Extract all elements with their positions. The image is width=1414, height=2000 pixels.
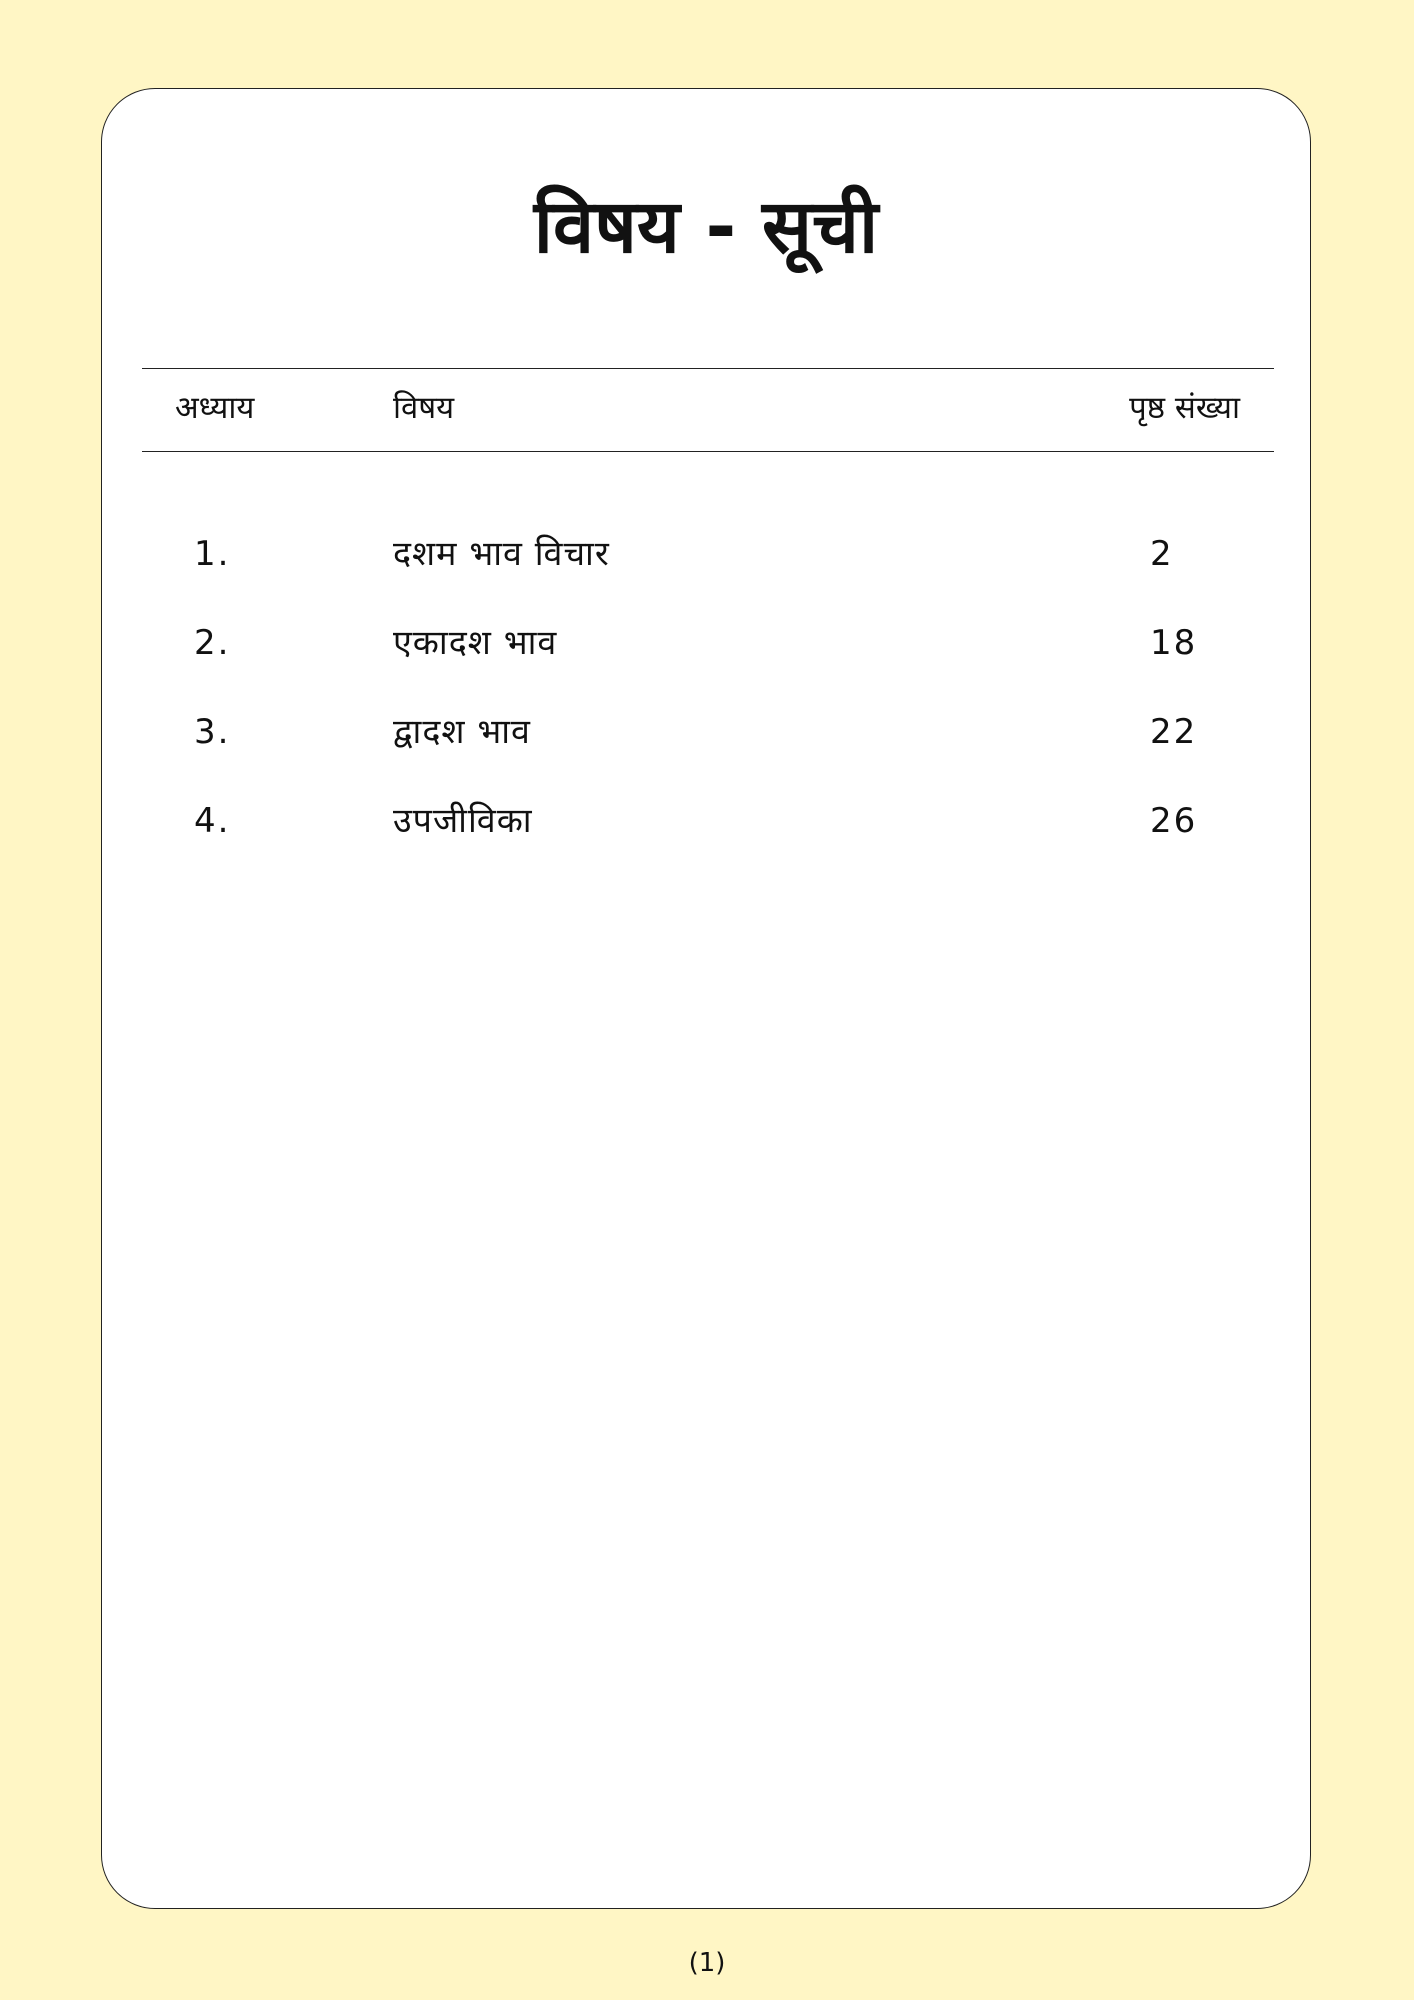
column-header-chapter: अध्याय (175, 390, 255, 426)
toc-row-subject: द्वादश भाव (393, 712, 531, 752)
toc-row-page: 18 (1150, 623, 1198, 663)
toc-row[interactable] (102, 702, 1310, 762)
toc-row-subject: एकादश भाव (393, 623, 558, 663)
toc-row-subject: दशम भाव विचार (393, 534, 610, 574)
contents-card (101, 88, 1311, 1909)
toc-row-number: 4. (194, 801, 231, 841)
header-bottom-rule (142, 451, 1274, 452)
toc-row-page: 2 (1150, 534, 1174, 574)
page-title: विषय - सूची (533, 184, 879, 270)
toc-row[interactable] (102, 791, 1310, 851)
header-top-rule (142, 368, 1274, 369)
toc-row-page: 26 (1150, 801, 1198, 841)
toc-row-subject: उपजीविका (393, 801, 533, 841)
column-header-subject: विषय (393, 390, 455, 426)
toc-row-number: 3. (194, 712, 231, 752)
toc-row[interactable] (102, 524, 1310, 584)
toc-row-page: 22 (1150, 712, 1198, 752)
page-number: (1) (688, 1948, 726, 1978)
column-header-page: पृष्ठ संख्या (1129, 390, 1240, 426)
toc-row-number: 1. (194, 534, 231, 574)
toc-row-number: 2. (194, 623, 231, 663)
toc-row[interactable] (102, 613, 1310, 673)
